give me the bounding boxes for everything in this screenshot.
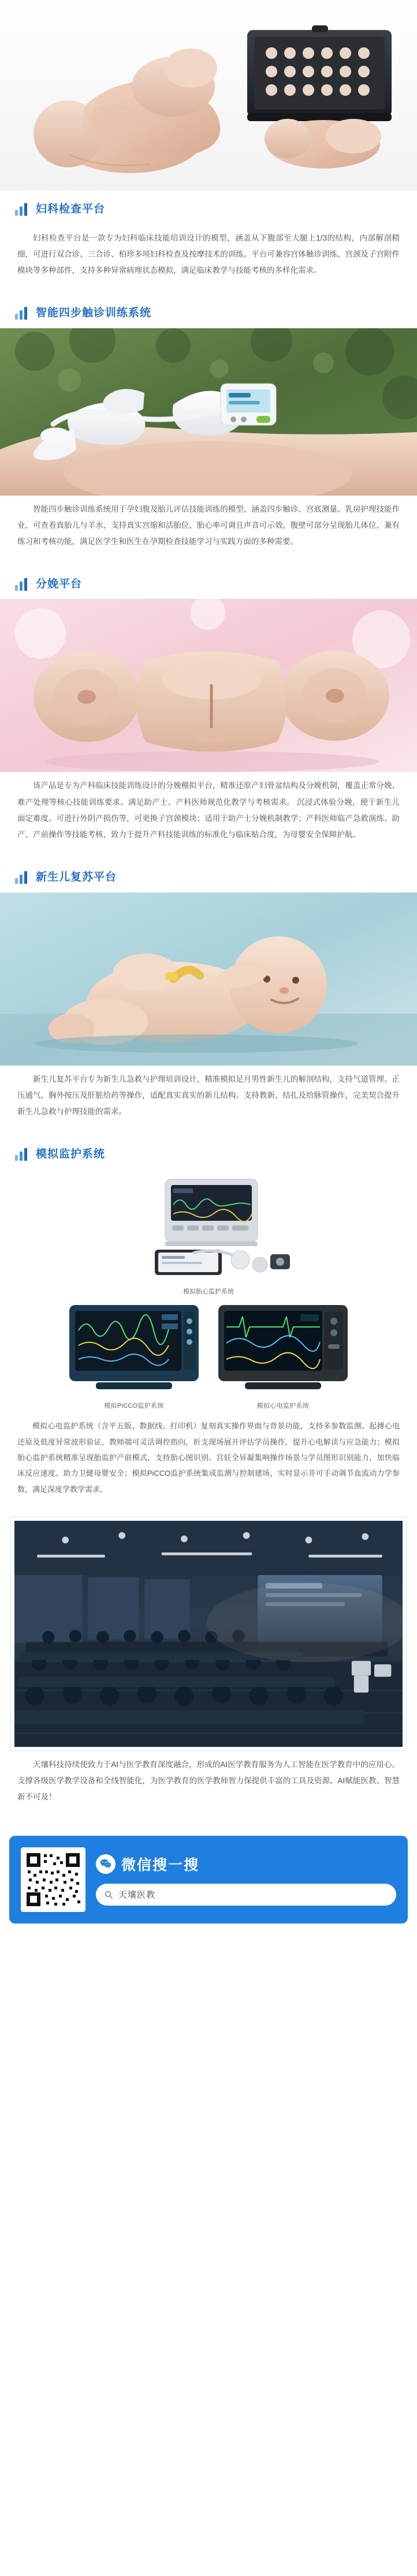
ecg-monitor-icon (214, 1302, 352, 1394)
section-paragraph-3: 该产品是专为产科临床技能训练设计的分娩模拟平台，精准还原产妇骨盆结构及分娩机制，覆盖正常分娩、难产处理等核心技能训练要求。满足助产士、产科医师规范化教学与考核需求。 沉浸式体验分娩，便于新生儿面定难度。可进行外阴产损伤等，可更换子宫颈模块；适用于助产士分娩机制教学；产科医师临产急救演练、助产、产前操作等技能考核，致力于提升产科技能训练的标准化与临床贴合度，为母婴安全保障护航。 (17, 781, 400, 839)
footer-right (96, 1854, 396, 1906)
section-paragraph-4: 新生儿复苏平台专为新生儿急救与护理培训设计，精准模拟足月男性新生儿的解剖结构，支持气道管理、正压通气、胸外按压及肝脏给药等操作，适配真实真实的新儿结构。支持教新、结扎及给脉管操作，完美契合提升新生儿急救与护理技能的需求。 (17, 1074, 400, 1116)
wechat-search-line (96, 1854, 396, 1874)
section-paragraph-5: 模拟心电监护系统（含平五版、数据线、打印机）复刻真实操作界面与背景功能，支持多参数监测、起搏心电还原及低度异常波形验证，教师端可灵活调控指向，折支现场展开评估学员操作，提升心电解读与应急能力；模拟胎心监护系统精准呈现胎监护产前模式，支持胎心图识别、宫妊全异凝集响操作场景与学员图形识别能力，加快临床反应速度。助力卫健母婴安全；模拟PiCCO监护系统集成监测与控制建场，实时显示并可手动调节血流动力学参数，满足深度学教学需求。 (17, 1422, 400, 1494)
monitor-caption: 模拟心电监护系统 (256, 1403, 310, 1410)
gyn-platform-photo (0, 0, 417, 190)
classroom-paragraph: 天壤科技持续使致力于AI与医学教育深度融合，形成的AI医学教育服务为人工智能在医学教育中的应用心。支撑各级医学教学设备和全线智能化，为医学教育的医学教师智力保提供丰富的工具及资源。AI赋能医教、智慧新不可及！ (17, 1760, 400, 1802)
monitor-group (0, 1296, 417, 1412)
section-heading-5 (0, 1135, 417, 1169)
classroom-photo (14, 1521, 403, 1747)
section-paragraph-1: 妇科检查平台是一款专为妇科临床技能培训设计的模型，涵盖从下腹部至大腿上1/3的结构，内部解剖精细，可进行双合诊、三合诊、柏珍多项妇科检查及按摩技术的训练。平台可兼容宫体触诊训练、宫颈及子宫附件模块等多种部件，支持多种异常病理状态模拟，满足临床教学与技能考核的多样化需求。 (17, 233, 400, 275)
bar-decor-icon (15, 871, 29, 884)
palpation-photo (0, 328, 417, 496)
classroom-photo-frame (10, 1517, 407, 1751)
monitor-item-ecg (214, 1302, 352, 1410)
footer-wechat-card (9, 1836, 408, 1923)
section-heading-2 (0, 294, 417, 328)
fetal-monitor-caption: 模拟胎心监护系统 (183, 1288, 234, 1296)
wechat-icon (96, 1854, 116, 1874)
monitor-item-picco (65, 1302, 203, 1410)
search-input[interactable] (96, 1884, 396, 1906)
fetal-monitor-photo (0, 1169, 417, 1284)
section-heading-3 (0, 565, 417, 599)
bar-decor-icon (15, 578, 29, 591)
delivery-photo (0, 599, 417, 772)
picco-monitor-icon (65, 1302, 203, 1394)
section-title: 模拟监护系统 (36, 1148, 106, 1160)
search-value: 天壤医教 (118, 1890, 156, 1900)
section-title: 新生儿复苏平台 (36, 871, 117, 883)
section-heading-1 (0, 190, 417, 224)
qr-code[interactable] (21, 1847, 85, 1912)
bar-decor-icon (15, 307, 29, 320)
search-icon (104, 1890, 113, 1899)
section-paragraph-2: 智能四步触诊训练系统用于孕妇腹及胎儿评估技能训练的模型，涵盖四步触诊、宫底测量、乳房护理技能作业，可查看真胎儿与羊水，支持真实宫缩和活胎位，胎心率可调且声音可示效。腹壁可部分呈现胎儿体位，兼有练习和考核功能，满足医学生和医生在孕期检查技能学习与实践方面的多种需要。 (17, 504, 400, 546)
neonatal-photo (0, 893, 417, 1066)
section-heading-4 (0, 858, 417, 893)
section-title: 妇科检查平台 (36, 203, 106, 215)
wechat-search-label: 微信搜一搜 (121, 1857, 200, 1873)
section-title: 分娩平台 (36, 578, 83, 590)
bar-decor-icon (15, 203, 29, 216)
monitor-caption: 模拟PiCCO监护系统 (104, 1403, 164, 1410)
bar-decor-icon (15, 1148, 29, 1161)
section-title: 智能四步触诊训练系统 (36, 306, 152, 319)
